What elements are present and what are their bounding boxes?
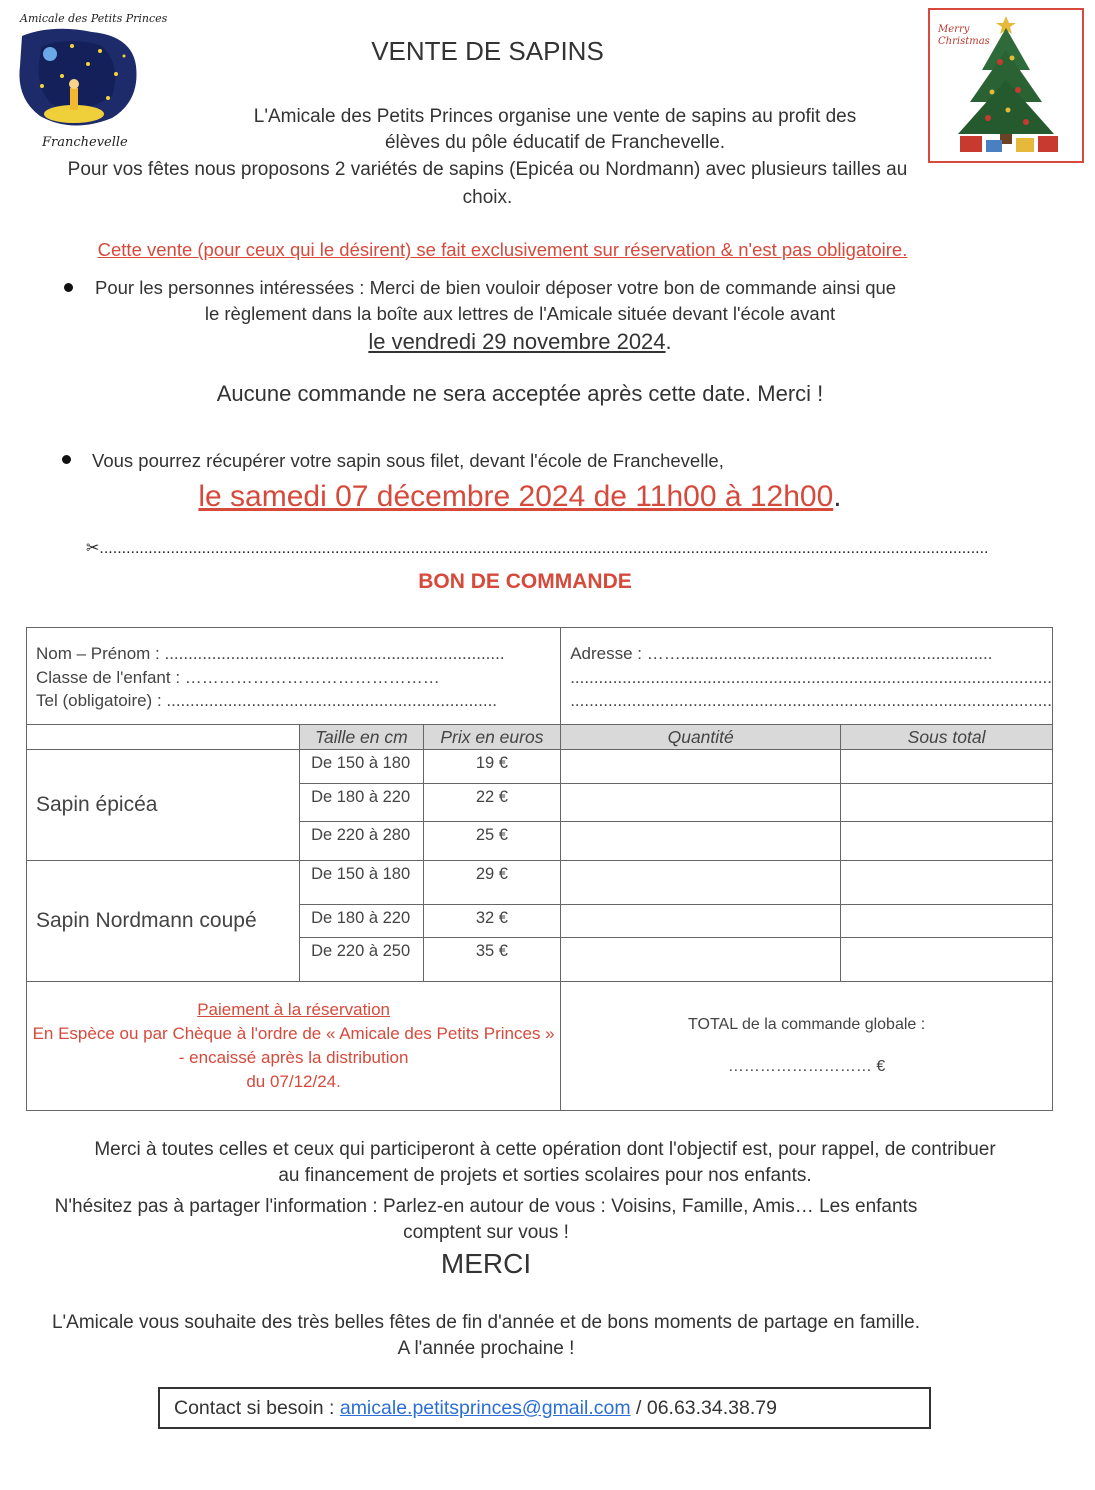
- bullet1-line1: Pour les personnes intéressées : Merci de bien vouloir déposer votre bon de commande ainsi que: [95, 277, 897, 298]
- table-header-row: [27, 725, 1053, 750]
- intro-line-3: Pour vos fêtes nous proposons 2 variétés de sapins (Epicéa ou Nordmann) avec plusieurs tailles au: [67, 159, 908, 180]
- price-cell: 32 €: [423, 905, 561, 938]
- subtotal-input[interactable]: [841, 905, 1053, 938]
- wish-line-1: L'Amicale vous souhaite des très belles fêtes de fin d'année et de bons moments de partage en famille.: [51, 1312, 921, 1333]
- thanks-line-2: au financement de projets et sorties scolaires pour nos enfants.: [278, 1165, 812, 1186]
- quantity-input[interactable]: [561, 861, 841, 905]
- form-title: BON DE COMMANDE: [418, 570, 632, 593]
- header-subtotal: Sous total: [841, 725, 1053, 750]
- size-cell: De 180 à 220: [300, 784, 424, 822]
- size-cell: De 150 à 180: [300, 861, 424, 905]
- contact-phone: 06.63.34.38.79: [646, 1397, 777, 1419]
- payment-date: du 07/12/24.: [246, 1072, 341, 1091]
- price-cell: 29 €: [423, 861, 561, 905]
- size-cell: De 180 à 220: [300, 905, 424, 938]
- customer-info-cell: [27, 628, 561, 725]
- quantity-input[interactable]: [561, 750, 841, 784]
- thanks-line-1: Merci à toutes celles et ceux qui participeront à cette opération dont l'objectif est, pour rappel, de contribuer: [94, 1139, 996, 1160]
- xmas-text-christmas: Christmas: [938, 36, 990, 47]
- quantity-input[interactable]: [561, 784, 841, 822]
- xmas-text-merry: Merry: [938, 24, 970, 35]
- subtotal-input[interactable]: [841, 822, 1053, 861]
- table-row: [27, 750, 1053, 784]
- tel-field[interactable]: Tel (obligatoire) : ......................................................................: [36, 691, 498, 710]
- amicale-logo: [12, 6, 168, 154]
- address-line-3[interactable]: ......................................................................................................: [570, 691, 1052, 710]
- page-title: VENTE DE SAPINS: [371, 36, 604, 66]
- contact-box: [158, 1387, 931, 1429]
- quantity-input[interactable]: [561, 822, 841, 861]
- bullet-1: [64, 283, 73, 292]
- logo-top-text: Amicale des Petits Princes: [20, 12, 168, 25]
- address-line-2[interactable]: ......................................................................................................: [570, 667, 1052, 687]
- deadline-date-line: le vendredi 29 novembre 2024.: [368, 329, 672, 354]
- merci-heading: MERCI: [440, 1248, 532, 1279]
- size-cell: De 150 à 180: [300, 750, 424, 784]
- reservation-note: Cette vente (pour ceux qui le désirent) se fait exclusivement sur réservation & n'est pas obligatoire.: [97, 239, 908, 260]
- product-nordmann: Sapin Nordmann coupé: [27, 861, 300, 982]
- subtotal-input[interactable]: [841, 938, 1053, 982]
- total-label: TOTAL de la commande globale :: [688, 1016, 926, 1033]
- intro-line-1: L'Amicale des Petits Princes organise une vente de sapins au profit des: [253, 106, 857, 127]
- class-field[interactable]: Classe de l'enfant : ………………………………………: [36, 667, 440, 687]
- no-order-notice: Aucune commande ne sera acceptée après cette date. Merci !: [216, 381, 824, 406]
- bullet-2: [62, 455, 71, 464]
- share-line-2: comptent sur vous !: [403, 1222, 569, 1243]
- share-paragraph: [30, 1194, 942, 1246]
- wishes-paragraph: [30, 1310, 942, 1362]
- pickup-date: le samedi 07 décembre 2024 de 11h00 à 12h00: [198, 480, 834, 513]
- varieties-paragraph: [40, 156, 935, 212]
- intro-paragraph: [200, 104, 910, 156]
- header-price: Prix en euros: [423, 725, 561, 750]
- header-empty-cell: [27, 725, 300, 750]
- share-line-1: N'hésitez pas à partager l'information : Parlez-en autour de vous : Voisins, Famille, Amis… Les enfants: [54, 1196, 918, 1217]
- thanks-paragraph: [60, 1137, 1030, 1189]
- payment-cashing: - encaissé après la distribution: [178, 1048, 409, 1067]
- table-row: [27, 861, 1053, 905]
- payment-title: Paiement à la réservation: [197, 1000, 390, 1019]
- address-field[interactable]: Adresse : ……..................................................................: [570, 644, 993, 663]
- bullet1-line2: le règlement dans la boîte aux lettres de l'Amicale située devant l'école avant: [204, 303, 836, 324]
- order-form-table: [26, 627, 1053, 1111]
- contact-email-link[interactable]: amicale.petitsprinces@gmail.com: [339, 1397, 631, 1419]
- price-cell: 25 €: [423, 822, 561, 861]
- payment-info-cell: [27, 982, 561, 1111]
- price-cell: 19 €: [423, 750, 561, 784]
- pickup-date-line: le samedi 07 décembre 2024 de 11h00 à 12h00.: [198, 480, 842, 513]
- logo-bottom-text: Franchevelle: [42, 135, 128, 150]
- header-size: Taille en cm: [300, 725, 424, 750]
- product-epicea: Sapin épicéa: [27, 750, 300, 861]
- size-cell: De 220 à 280: [300, 822, 424, 861]
- deadline-date: le vendredi 29 novembre 2024: [368, 329, 666, 354]
- address-cell: [561, 628, 1053, 725]
- intro-line-4: choix.: [462, 187, 513, 208]
- wish-line-2: A l'année prochaine !: [397, 1338, 575, 1359]
- contact-separator: /: [630, 1397, 647, 1419]
- intro-line-2: élèves du pôle éducatif de Franchevelle.: [384, 132, 726, 153]
- name-field[interactable]: Nom – Prénom : ........................................................................: [36, 644, 505, 663]
- bullet2-line1: Vous pourrez récupérer votre sapin sous filet, devant l'école de Franchevelle,: [92, 450, 724, 471]
- payment-method: En Espèce ou par Chèque à l'ordre de « Amicale des Petits Princes »: [32, 1024, 555, 1043]
- quantity-input[interactable]: [561, 938, 841, 982]
- size-cell: De 220 à 250: [300, 938, 424, 982]
- total-cell: [561, 982, 1053, 1111]
- subtotal-input[interactable]: [841, 750, 1053, 784]
- cut-line: ✂........................................................................................................................................................................................................: [86, 540, 989, 557]
- quantity-input[interactable]: [561, 905, 841, 938]
- subtotal-input[interactable]: [841, 861, 1053, 905]
- subtotal-input[interactable]: [841, 784, 1053, 822]
- price-cell: 35 €: [423, 938, 561, 982]
- header-quantity: Quantité: [561, 725, 841, 750]
- contact-label: Contact si besoin :: [174, 1397, 340, 1419]
- price-cell: 22 €: [423, 784, 561, 822]
- total-value[interactable]: ……………………… €: [727, 1058, 886, 1075]
- christmas-tree-image: [928, 8, 1084, 163]
